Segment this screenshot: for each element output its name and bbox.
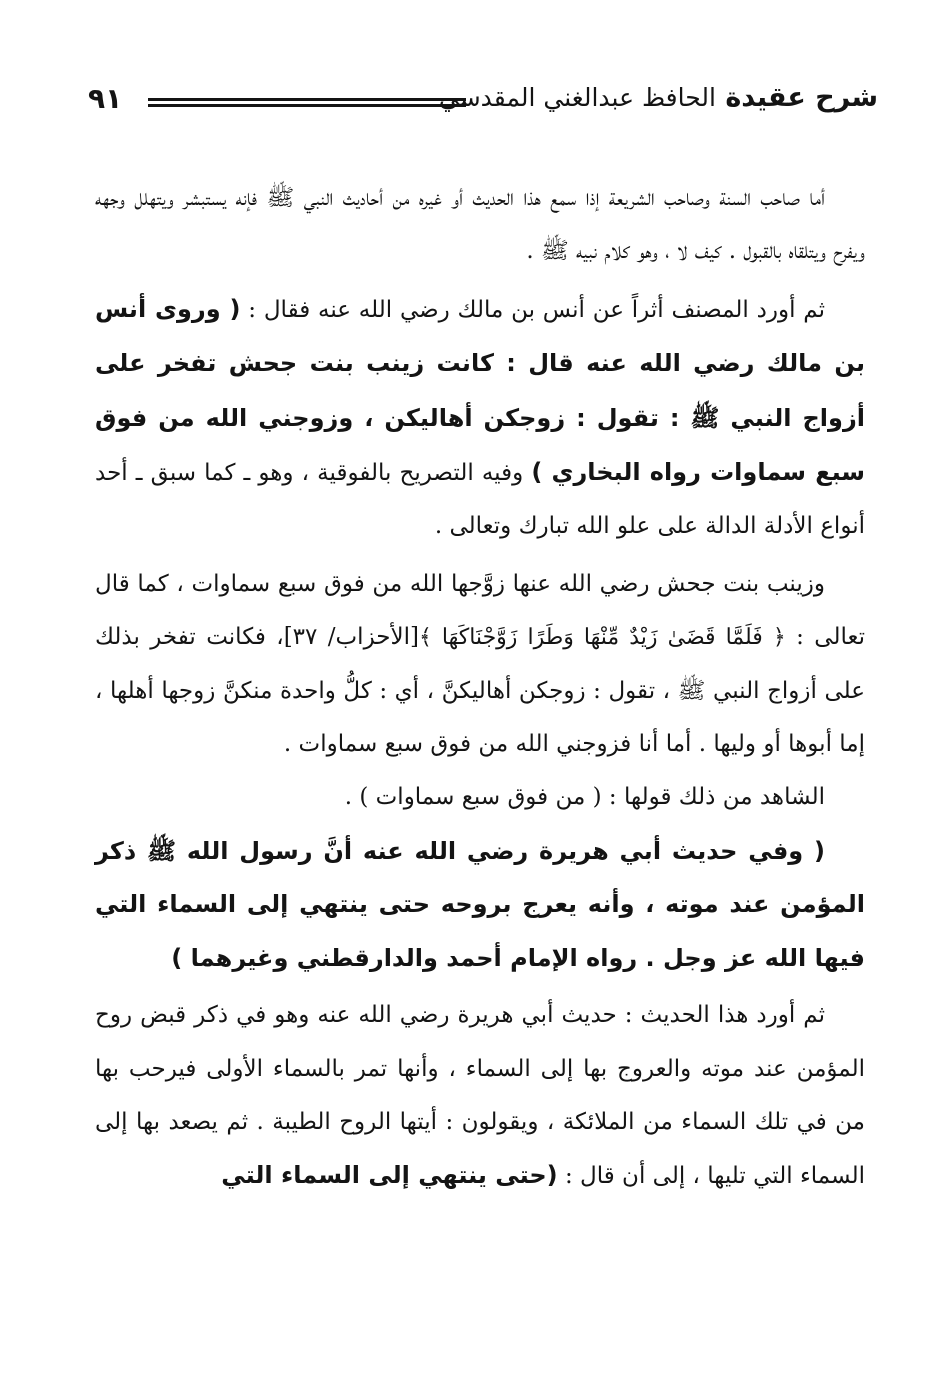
anas-hadith-quote: ( وروى أنس بن مالك رضي الله عنه قال : كانت زينب بنت جحش تفخر على أزواج النبي ﷺ : تقول : زوجكن أهاليكن ، وزوجني الله من فوق سبع سماوات رواه البخاري ): [95, 294, 865, 487]
abu-hurayra-hadith-quote: ( وفي حديث أبي هريرة رضي الله عنه أنَّ رسول الله ﷺ ذكر المؤمن عند موته ، وأنه يعرج بروحه حتى ينتهي إلى السماء التي فيها الله عز وجل . رواه الإمام أحمد والدارقطني وغيرهما ): [95, 836, 865, 972]
paragraph-3: [95, 558, 865, 772]
paragraph-2: [95, 283, 865, 554]
book-title-bold: شرح عقيدة: [725, 82, 878, 113]
running-header: [88, 80, 878, 124]
page-number: ٩١: [88, 82, 123, 115]
book-title: [439, 82, 878, 113]
paragraph-6: [95, 989, 865, 1204]
page-body: [95, 172, 865, 1204]
paragraph-6-bold-quote: (حتى ينتهي إلى السماء التي: [221, 1161, 558, 1190]
paragraph-2-rest: وفيه التصريح بالفوقية ، وهو ـ كما سبق ـ أحد أنواع الأدلة الدالة على علو الله تبارك وتعالى .: [95, 460, 865, 540]
paragraph-1: أما صاحب السنة وصاحب الشريعة إذا سمع هذا الحديث أو غيره من أحاديث النبي ﷺ فإنه يستبشر ويتهلل وجهه ويفرح ويتلقاه بالقبول . كيف لا ، وهو كلام نبيه ﷺ .: [95, 185, 865, 265]
book-title-author: الحافظ عبدالغني المقدسي: [438, 83, 716, 112]
paragraph-4: الشاهد من ذلك قولها : ( من فوق سبع سماوات ) .: [344, 784, 825, 811]
paragraph-3-a: وزينب بنت جحش رضي الله عنها زوَّجها الله من فوق سبع سماوات ، كما قال تعالى :: [95, 570, 865, 651]
paragraph-6-a: ثم أورد هذا الحديث : حديث أبي هريرة رضي الله عنه وهو في ذكر قبض روح المؤمن عند موته والعروج بها إلى السماء ، وأنها تمر بالسماء الأولى فيرحب بها من في تلك السماء من الملائكة ، ويقولون : أيتها الروح الطيبة . ثم يصعد بها إلى السماء التي تليها ، إلى أن قال :: [95, 1002, 865, 1190]
header-rule: [148, 98, 466, 107]
quran-verse: ﴿ فَلَمَّا قَضَىٰ زَيْدٌ مِّنْهَا وَطَرًا زَوَّجْنَاكَهَا ﴾: [418, 625, 786, 651]
paragraph-3-b: [الأحزاب/ ٣٧]، فكانت تفخر بذلك على أزواج النبي ﷺ ، تقول : زوجكن أهاليكنَّ ، أي : كلُّ واحدة منكنَّ زوجها أهلها ، إما أبوها أو وليها . أما أنا فزوجني الله من فوق سبع سماوات .: [95, 624, 865, 758]
paragraph-2-intro: ثم أورد المصنف أثراً عن أنس بن مالك رضي الله عنه فقال :: [240, 296, 825, 323]
